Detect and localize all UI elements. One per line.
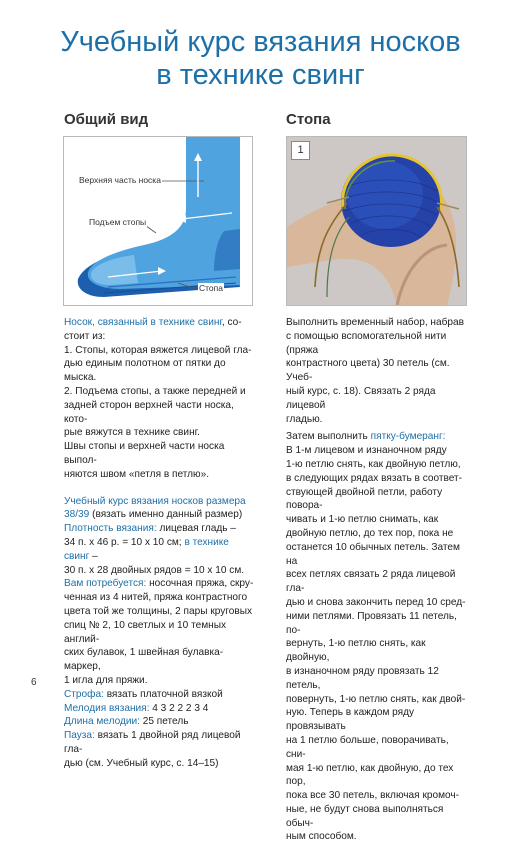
heel-instruction-line: в следующих рядах вязать в соответ- — [286, 472, 463, 484]
pause-text: вязать 1 двойной ряд лицевой гла- — [64, 730, 241, 755]
materials-label: Вам потребуется: — [64, 578, 147, 590]
melody-length-text: 25 петель — [142, 716, 189, 728]
pause-line: дью (см. Учебный курс, с. 14–15) — [64, 757, 219, 769]
knitted-heel-image — [287, 137, 466, 305]
sock-intro-rest: , со- — [221, 317, 242, 328]
sock-intro-line: 1. Стопы, которая вяжется лицевой гла- — [64, 344, 252, 356]
course-size: 38/39 — [64, 509, 90, 521]
materials-line: 1 игла для пряжи. — [64, 674, 148, 686]
foot-instruction-line: контрастного цвета) 30 петель (см. Учеб- — [286, 358, 450, 384]
heel-instruction-line: ные, не будут снова выполняться обыч- — [286, 803, 444, 829]
foot-instruction-line: с помощью вспомогательной нити (пряжа — [286, 330, 447, 356]
page-number: 6 — [31, 677, 37, 688]
heel-instruction-line: дью и снова закончить перед 10 сред- — [286, 596, 466, 608]
sock-intro-line: дью единым полотном от пятки до мыска. — [64, 358, 226, 384]
page-title-line-2: в технике свинг — [156, 59, 365, 91]
heel-instruction-line: мая 1-ю петлю, как двойную, до тех пор, — [286, 762, 454, 788]
density-line: 34 п. х 46 р. = 10 х 10 см; — [64, 536, 182, 548]
foot-instruction-line: Выполнить временный набор, набрав — [286, 317, 464, 328]
density-label: Плотность вязания: — [64, 523, 157, 535]
sock-intro-line: Швы стопы и верхней части носка выпол- — [64, 441, 225, 466]
heel-instruction-line: всех петлях связать 2 ряда лицевой гла- — [286, 569, 456, 595]
right-text-column — [286, 316, 467, 844]
heel-instruction-line: останется 10 обычных петель. Затем на — [286, 541, 460, 567]
section-title-overview: Общий вид — [64, 111, 149, 128]
foot-knitting-photo — [286, 136, 467, 306]
melody-text: 4 3 2 2 2 3 4 — [152, 702, 209, 714]
heel-instruction-line: ную. Теперь в каждом ряду провязывать — [286, 707, 415, 733]
materials-text: носочная пряжа, скру- — [149, 578, 254, 590]
sock-intro-line: 2. Подъема стопы, а также передней и — [64, 385, 246, 397]
page-title-line-1: Учебный курс вязания носков — [60, 26, 461, 58]
heel-boomerang-term: пятку-бумеранг: — [370, 431, 446, 443]
course-note: (вязать именно данный размер) — [92, 509, 243, 521]
sock-intro-line: стоит из: — [64, 330, 106, 342]
foot-instruction-line: гладью. — [286, 413, 323, 425]
label-sole: Стопа — [199, 283, 223, 293]
heel-instruction-line: ствующей двойной петли, работу повора- — [286, 486, 443, 512]
heel-instruction-line: ным способом. — [286, 831, 357, 843]
materials-line: ченная из 4 нитей, пряжа контрастного — [64, 592, 248, 604]
heel-instruction-line: ними петлями. Провязать 11 петель, по- — [286, 610, 457, 636]
heel-instruction-line: на 1 петлю больше, поворачивать, сни- — [286, 734, 449, 760]
heel-instruction-line: двойную петлю, до тех пор, пока не — [286, 527, 454, 539]
density-dash: – — [92, 550, 98, 562]
heel-intro: Затем выполнить — [286, 431, 368, 443]
materials-line: ских булавок, 1 швейная булавка-маркер, — [64, 647, 224, 673]
label-upper-sock: Верхняя часть носка — [79, 175, 161, 185]
heel-instruction-line: 1-ю петлю снять, как двойную петлю, — [286, 458, 461, 470]
photo-number-badge: 1 — [291, 141, 310, 160]
density-line: 30 п. х 28 двойных рядов = 10 х 10 см. — [64, 564, 245, 576]
sock-intro-line: задней сторон верхней части носка, кото- — [64, 399, 234, 425]
page-title — [0, 26, 521, 92]
strofa-text: вязать платочной вязкой — [106, 688, 223, 700]
left-text-column — [64, 316, 255, 771]
pause-label: Пауза: — [64, 730, 95, 742]
heel-instruction-line: чивать и 1-ю петлю снимать, как — [286, 514, 439, 526]
heel-instruction-line: пока все 30 петель, включая кромоч- — [286, 790, 460, 802]
heel-instruction-line: повернуть, 1-ю петлю снять, как двой- — [286, 693, 466, 705]
foot-instruction-line: ный курс, с. 18). Связать 2 ряда лицевой — [286, 385, 436, 411]
course-heading: Учебный курс вязания носков размера — [64, 495, 246, 507]
heel-instruction-line: В 1-м лицевом и изнаночном ряду — [286, 445, 447, 457]
melody-label: Мелодия вязания: — [64, 702, 150, 714]
strofa-label: Строфа: — [64, 688, 104, 700]
section-title-foot: Стопа — [286, 111, 331, 128]
sock-diagram — [63, 136, 253, 306]
heel-instruction-line: вернуть, 1-ю петлю снять, как двойную, — [286, 638, 426, 664]
sock-intro-line: рые вяжутся в технике свинг. — [64, 427, 200, 439]
label-instep: Подъем стопы — [89, 217, 147, 227]
sock-intro-lead: Носок, связанный в технике свинг — [64, 317, 222, 328]
materials-line: цвета той же толщины, 2 пары круговых — [64, 605, 253, 617]
density-text: лицевая гладь – — [159, 523, 236, 535]
melody-length-label: Длина мелодии: — [64, 716, 140, 728]
materials-line: спиц № 2, 10 светлых и 10 темных англий- — [64, 619, 227, 645]
density-swing: в технике свинг — [64, 536, 229, 562]
sock-intro-line: няются швом «петля в петлю». — [64, 468, 210, 480]
heel-instruction-line: в изнаночном ряду провязать 12 петель, — [286, 665, 439, 691]
